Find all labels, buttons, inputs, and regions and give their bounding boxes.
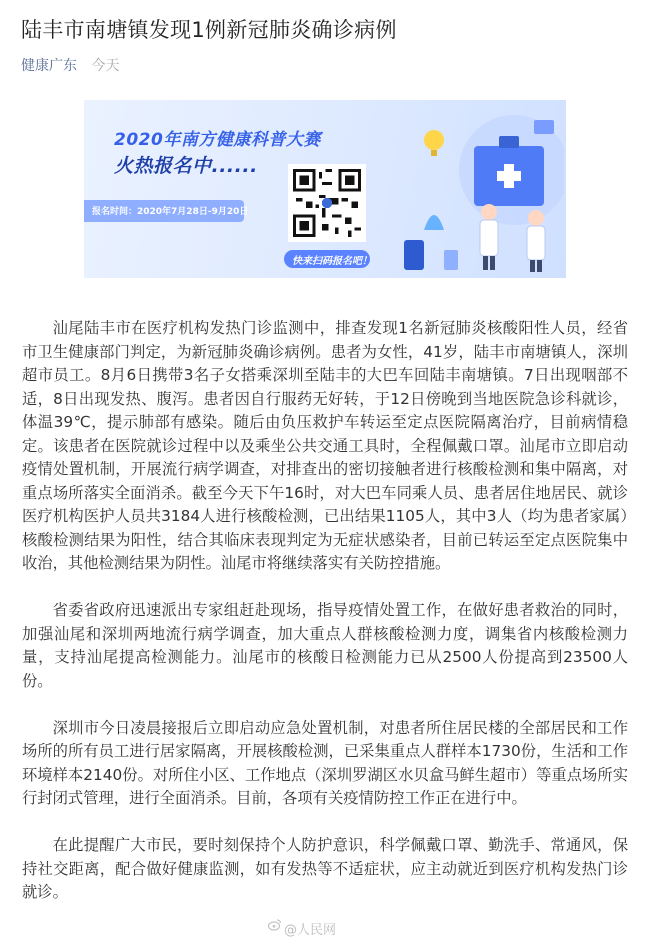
qr-code bbox=[288, 164, 366, 242]
paragraph: 汕尾陆丰市在医疗机构发热门诊监测中，排查发现1名新冠肺炎核酸阳性人员，经省市卫生健康部门判定，为新冠肺炎确诊病例。患者为女性，41岁，陆丰市南塘镇人，深圳超市员工。8月6日携带3名子女搭乘深圳至陆丰的大巴车回陆丰南塘镇。7日出现咽部不适，8日出现发热、腹泻。患者因自行服药无好转，于12日傍晚到当地医院急诊科就诊，体温39℃，提示肺部有感染。随后由负压救护车转运至定点医院隔离治疗，目前病情稳定。该患者在医院就诊过程中以及乘坐公共交通工具时，全程佩戴口罩。汕尾市立即启动疫情处置机制，开展流行病学调查，对排查出的密切接触者进行核酸检测和集中隔离，对重点场所落实全面消杀。截至今天下午16时，对大巴车同乘人员、患者居住地居民、就诊医疗机构医护人员共3184人进行核酸检测，已出结果1105人，其中3人（均为患者家属）核酸检测结果为阳性，结合其临床表现判定为无症状感染者，目前已转运至定点医院集中收治，其他检测结果为阴性。汕尾市将继续落实有关防控措施。 bbox=[22, 319, 628, 572]
doctors-illustration bbox=[384, 110, 564, 275]
source-link[interactable]: 健康广东 bbox=[21, 58, 77, 74]
banner-title: 2020年南方健康科普大赛 bbox=[114, 130, 321, 150]
banner-subtitle: 火热报名中...... bbox=[114, 155, 258, 177]
paragraph: 深圳市今日凌晨接报后立即启动应急处置机制，对患者所住居民楼的全部居民和工作场所的所有员工进行居家隔离，开展核酸检测，已采集重点人群样本1730份，生活和工作环境样本2140份。对所住小区、工作地点（深圳罗湖区水贝盒马鲜生超市）等重点场所实行封闭式管理，进行全面消杀。目前，各项有关疫情防控工作正在进行中。 bbox=[22, 718, 628, 807]
publish-date: 今天 bbox=[91, 58, 120, 74]
paragraph: 省委省政府迅速派出专家组赶赴现场，指导疫情处置工作，在做好患者救治的同时，加强汕尾和深圳两地流行病学调查，加大重点人群核酸检测力度，调集省内核酸检测力量，支持汕尾提高检测能力。汕尾市的核酸日检测能力已从2500人份提高到23500人份。 bbox=[22, 601, 628, 690]
contest-banner[interactable] bbox=[84, 100, 566, 278]
banner-date: 报名时间：2020年7月28日-9月20日 bbox=[92, 207, 249, 217]
article-title: 陆丰市南塘镇发现1例新冠肺炎确诊病例 bbox=[21, 18, 397, 42]
article-meta bbox=[21, 55, 119, 75]
paragraph: 在此提醒广大市民，要时刻保持个人防护意识，科学佩戴口罩、勤洗手、常通风，保持社交距离，配合做好健康监测，如有发热等不适症状，应主动就近到医疗机构发热门诊就诊。 bbox=[22, 836, 628, 901]
scan-label: 快来扫码报名吧！ bbox=[292, 256, 372, 267]
watermark: @人民网 bbox=[284, 923, 337, 938]
article-body bbox=[22, 317, 628, 928]
weibo-icon bbox=[268, 918, 282, 932]
